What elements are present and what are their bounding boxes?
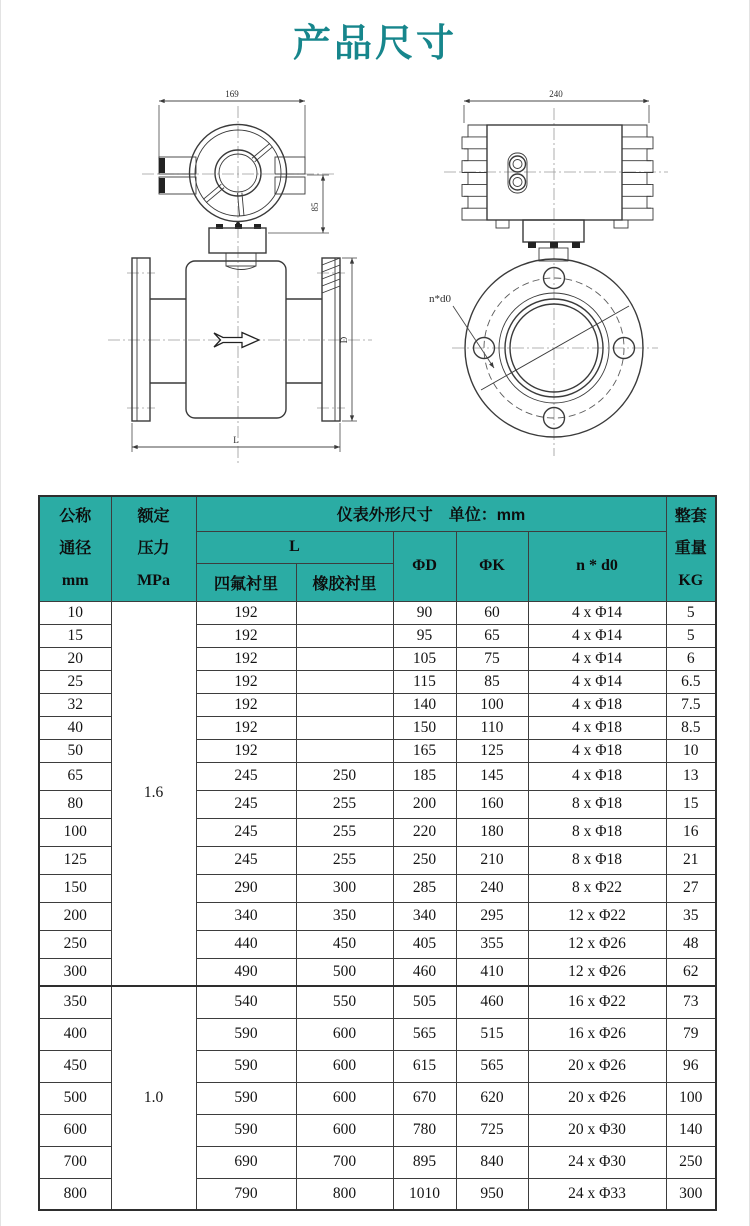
dimension-D xyxy=(339,258,357,421)
table-cell: 295 xyxy=(456,902,528,930)
table-cell: 565 xyxy=(456,1050,528,1082)
header-pressure-line2: 压力 xyxy=(137,539,170,557)
meter-body xyxy=(132,258,340,421)
dim-169-label: 169 xyxy=(225,89,239,99)
table-cell: 255 xyxy=(296,846,393,874)
header-nominal-diameter xyxy=(39,496,111,601)
table-cell: 950 xyxy=(456,1178,528,1210)
table-cell: 245 xyxy=(196,790,296,818)
junction-box xyxy=(209,224,266,270)
table-cell: 10 xyxy=(666,739,716,762)
table-cell: 550 xyxy=(296,986,393,1018)
table-cell: 140 xyxy=(393,693,456,716)
table-cell: 192 xyxy=(196,670,296,693)
table-cell: 24 x Φ30 xyxy=(528,1146,666,1178)
header-weight-unit: KG xyxy=(678,571,704,589)
header-dn-unit: mm xyxy=(61,571,89,589)
table-cell: 4 x Φ18 xyxy=(528,762,666,790)
table-cell: 350 xyxy=(296,902,393,930)
table-cell: 50 xyxy=(39,739,111,762)
table-cell: 300 xyxy=(39,958,111,986)
bolt-holes-label: n*d0 xyxy=(429,293,451,305)
table-cell: 79 xyxy=(666,1018,716,1050)
table-cell: 105 xyxy=(393,647,456,670)
table-cell: 15 xyxy=(39,624,111,647)
table-cell: 600 xyxy=(39,1114,111,1146)
table-cell: 192 xyxy=(196,647,296,670)
table-cell: 75 xyxy=(456,647,528,670)
table-cell: 460 xyxy=(456,986,528,1018)
converter-housing xyxy=(462,125,653,228)
table-cell: 60 xyxy=(456,601,528,624)
table-cell: 150 xyxy=(39,874,111,902)
table-cell: 16 xyxy=(666,818,716,846)
pressure-cell: 1.6 xyxy=(111,601,196,986)
header-L: L xyxy=(196,531,393,563)
table-cell: 16 x Φ22 xyxy=(528,986,666,1018)
table-cell: 200 xyxy=(39,902,111,930)
table-cell: 410 xyxy=(456,958,528,986)
table-cell: 245 xyxy=(196,846,296,874)
flange-hatch xyxy=(322,258,340,293)
header-rated-pressure xyxy=(111,496,196,601)
table-cell: 700 xyxy=(296,1146,393,1178)
table-cell: 565 xyxy=(393,1018,456,1050)
table-cell: 220 xyxy=(393,818,456,846)
table-cell: 500 xyxy=(39,1082,111,1114)
table-cell: 7.5 xyxy=(666,693,716,716)
table-cell: 100 xyxy=(456,693,528,716)
table-cell: 32 xyxy=(39,693,111,716)
neck xyxy=(523,220,584,261)
table-cell: 340 xyxy=(393,902,456,930)
table-cell: 255 xyxy=(296,790,393,818)
table-cell: 48 xyxy=(666,930,716,958)
table-cell: 8 x Φ18 xyxy=(528,790,666,818)
table-cell: 20 x Φ30 xyxy=(528,1114,666,1146)
table-cell: 725 xyxy=(456,1114,528,1146)
table-cell: 13 xyxy=(666,762,716,790)
header-dims-title: 仪表外形尺寸 单位：mm xyxy=(196,496,666,531)
table-cell: 65 xyxy=(456,624,528,647)
dim-85-label: 85 xyxy=(310,202,320,212)
table-cell: 615 xyxy=(393,1050,456,1082)
table-cell: 700 xyxy=(39,1146,111,1178)
table-cell xyxy=(296,601,393,624)
table-cell: 250 xyxy=(666,1146,716,1178)
header-rubber-lining: 橡胶衬里 xyxy=(296,563,393,601)
table-cell: 95 xyxy=(393,624,456,647)
table-cell: 140 xyxy=(666,1114,716,1146)
table-cell: 405 xyxy=(393,930,456,958)
table-cell: 110 xyxy=(456,716,528,739)
table-cell: 450 xyxy=(39,1050,111,1082)
table-cell: 185 xyxy=(393,762,456,790)
header-weight-line1: 整套 xyxy=(674,507,707,525)
table-cell: 620 xyxy=(456,1082,528,1114)
table-cell: 80 xyxy=(39,790,111,818)
dim-240-label: 240 xyxy=(549,89,563,99)
table-cell: 500 xyxy=(296,958,393,986)
table-cell: 355 xyxy=(456,930,528,958)
header-pressure-line1: 额定 xyxy=(137,507,170,525)
table-cell: 24 x Φ33 xyxy=(528,1178,666,1210)
table-cell: 125 xyxy=(39,846,111,874)
table-cell: 4 x Φ14 xyxy=(528,624,666,647)
table-cell: 192 xyxy=(196,739,296,762)
table-cell: 192 xyxy=(196,601,296,624)
table-cell: 200 xyxy=(393,790,456,818)
table-cell: 590 xyxy=(196,1018,296,1050)
table-cell: 8 x Φ18 xyxy=(528,818,666,846)
table-cell: 250 xyxy=(296,762,393,790)
header-dn-line1: 公称 xyxy=(59,507,92,525)
page-title: 产品尺寸 xyxy=(292,23,457,65)
table-cell: 6 xyxy=(666,647,716,670)
table-cell: 250 xyxy=(393,846,456,874)
table-cell: 290 xyxy=(196,874,296,902)
table-cell: 490 xyxy=(196,958,296,986)
table-cell: 40 xyxy=(39,716,111,739)
table-cell: 192 xyxy=(196,624,296,647)
table-cell: 1010 xyxy=(393,1178,456,1210)
table-cell: 5 xyxy=(666,601,716,624)
table-cell: 8 x Φ22 xyxy=(528,874,666,902)
table-cell xyxy=(296,716,393,739)
table-row xyxy=(39,986,716,1018)
table-cell: 245 xyxy=(196,762,296,790)
table-row xyxy=(39,601,716,624)
table-cell: 690 xyxy=(196,1146,296,1178)
table-cell: 85 xyxy=(456,670,528,693)
table-cell: 895 xyxy=(393,1146,456,1178)
table-cell: 800 xyxy=(39,1178,111,1210)
header-row-1 xyxy=(39,496,716,531)
dim-L-label: L xyxy=(233,435,239,445)
table-cell: 250 xyxy=(39,930,111,958)
pressure-cell: 1.0 xyxy=(111,986,196,1210)
table-cell: 600 xyxy=(296,1082,393,1114)
table-cell: 160 xyxy=(456,790,528,818)
dimension-240 xyxy=(464,89,649,123)
table-cell: 6.5 xyxy=(666,670,716,693)
table-cell xyxy=(296,670,393,693)
table-cell: 12 x Φ26 xyxy=(528,958,666,986)
table-cell: 600 xyxy=(296,1114,393,1146)
table-cell: 12 x Φ26 xyxy=(528,930,666,958)
header-pressure-unit: MPa xyxy=(137,571,170,589)
table-cell: 285 xyxy=(393,874,456,902)
table-cell: 5 xyxy=(666,624,716,647)
table-cell: 20 x Φ26 xyxy=(528,1082,666,1114)
table-cell: 100 xyxy=(39,818,111,846)
header-phi-k: ΦK xyxy=(456,531,528,601)
table-cell: 192 xyxy=(196,693,296,716)
table-cell: 600 xyxy=(296,1018,393,1050)
dimensions-table xyxy=(38,495,717,1211)
table-cell: 20 x Φ26 xyxy=(528,1050,666,1082)
header-phi-d: ΦD xyxy=(393,531,456,601)
dimensions-table-wrap xyxy=(38,495,717,1211)
table-cell: 4 x Φ14 xyxy=(528,647,666,670)
centerlines xyxy=(444,108,668,456)
table-cell: 4 x Φ18 xyxy=(528,693,666,716)
dim-D-label: D xyxy=(339,336,349,344)
table-cell: 192 xyxy=(196,716,296,739)
centerlines xyxy=(108,106,372,466)
table-cell xyxy=(296,647,393,670)
dimension-L xyxy=(132,423,340,452)
table-cell: 12 x Φ22 xyxy=(528,902,666,930)
table-body xyxy=(39,601,716,1210)
flow-arrow-icon xyxy=(214,333,259,348)
table-cell: 21 xyxy=(666,846,716,874)
table-cell: 440 xyxy=(196,930,296,958)
cable-glands xyxy=(508,153,527,193)
table-cell: 590 xyxy=(196,1082,296,1114)
table-cell: 505 xyxy=(393,986,456,1018)
table-cell: 790 xyxy=(196,1178,296,1210)
table-cell: 540 xyxy=(196,986,296,1018)
header-n-d0: n * d0 xyxy=(528,531,666,601)
table-cell xyxy=(296,624,393,647)
header-weight-line2: 重量 xyxy=(674,539,707,557)
table-cell: 100 xyxy=(666,1082,716,1114)
table-cell: 300 xyxy=(666,1178,716,1210)
table-cell: 515 xyxy=(456,1018,528,1050)
table-cell: 780 xyxy=(393,1114,456,1146)
table-cell: 145 xyxy=(456,762,528,790)
header-total-weight xyxy=(666,496,716,601)
side-view-drawing xyxy=(426,88,726,483)
table-cell xyxy=(296,693,393,716)
table-cell: 8.5 xyxy=(666,716,716,739)
table-cell: 4 x Φ14 xyxy=(528,601,666,624)
table-cell: 590 xyxy=(196,1114,296,1146)
front-view-drawing xyxy=(96,88,396,483)
table-cell: 73 xyxy=(666,986,716,1018)
table-cell: 4 x Φ18 xyxy=(528,716,666,739)
table-cell: 350 xyxy=(39,986,111,1018)
table-cell: 25 xyxy=(39,670,111,693)
table-cell: 450 xyxy=(296,930,393,958)
table-cell: 670 xyxy=(393,1082,456,1114)
table-cell: 96 xyxy=(666,1050,716,1082)
table-cell: 115 xyxy=(393,670,456,693)
dimension-85 xyxy=(268,175,329,233)
header-ptfe-lining: 四氟衬里 xyxy=(196,563,296,601)
table-cell: 245 xyxy=(196,818,296,846)
table-cell: 4 x Φ18 xyxy=(528,739,666,762)
table-cell xyxy=(296,739,393,762)
table-cell: 800 xyxy=(296,1178,393,1210)
table-cell: 27 xyxy=(666,874,716,902)
table-cell: 90 xyxy=(393,601,456,624)
table-cell: 600 xyxy=(296,1050,393,1082)
table-cell: 240 xyxy=(456,874,528,902)
table-cell: 15 xyxy=(666,790,716,818)
table-cell: 180 xyxy=(456,818,528,846)
table-cell: 840 xyxy=(456,1146,528,1178)
table-cell: 20 xyxy=(39,647,111,670)
table-cell: 8 x Φ18 xyxy=(528,846,666,874)
table-cell: 125 xyxy=(456,739,528,762)
table-cell: 10 xyxy=(39,601,111,624)
table-cell: 340 xyxy=(196,902,296,930)
table-cell: 255 xyxy=(296,818,393,846)
table-cell: 590 xyxy=(196,1050,296,1082)
table-cell: 210 xyxy=(456,846,528,874)
table-cell: 4 x Φ14 xyxy=(528,670,666,693)
table-cell: 150 xyxy=(393,716,456,739)
table-cell: 35 xyxy=(666,902,716,930)
table-cell: 62 xyxy=(666,958,716,986)
header-dn-line2: 通径 xyxy=(59,539,92,557)
table-cell: 460 xyxy=(393,958,456,986)
table-cell: 65 xyxy=(39,762,111,790)
table-cell: 400 xyxy=(39,1018,111,1050)
table-cell: 300 xyxy=(296,874,393,902)
table-cell: 165 xyxy=(393,739,456,762)
table-cell: 16 x Φ26 xyxy=(528,1018,666,1050)
